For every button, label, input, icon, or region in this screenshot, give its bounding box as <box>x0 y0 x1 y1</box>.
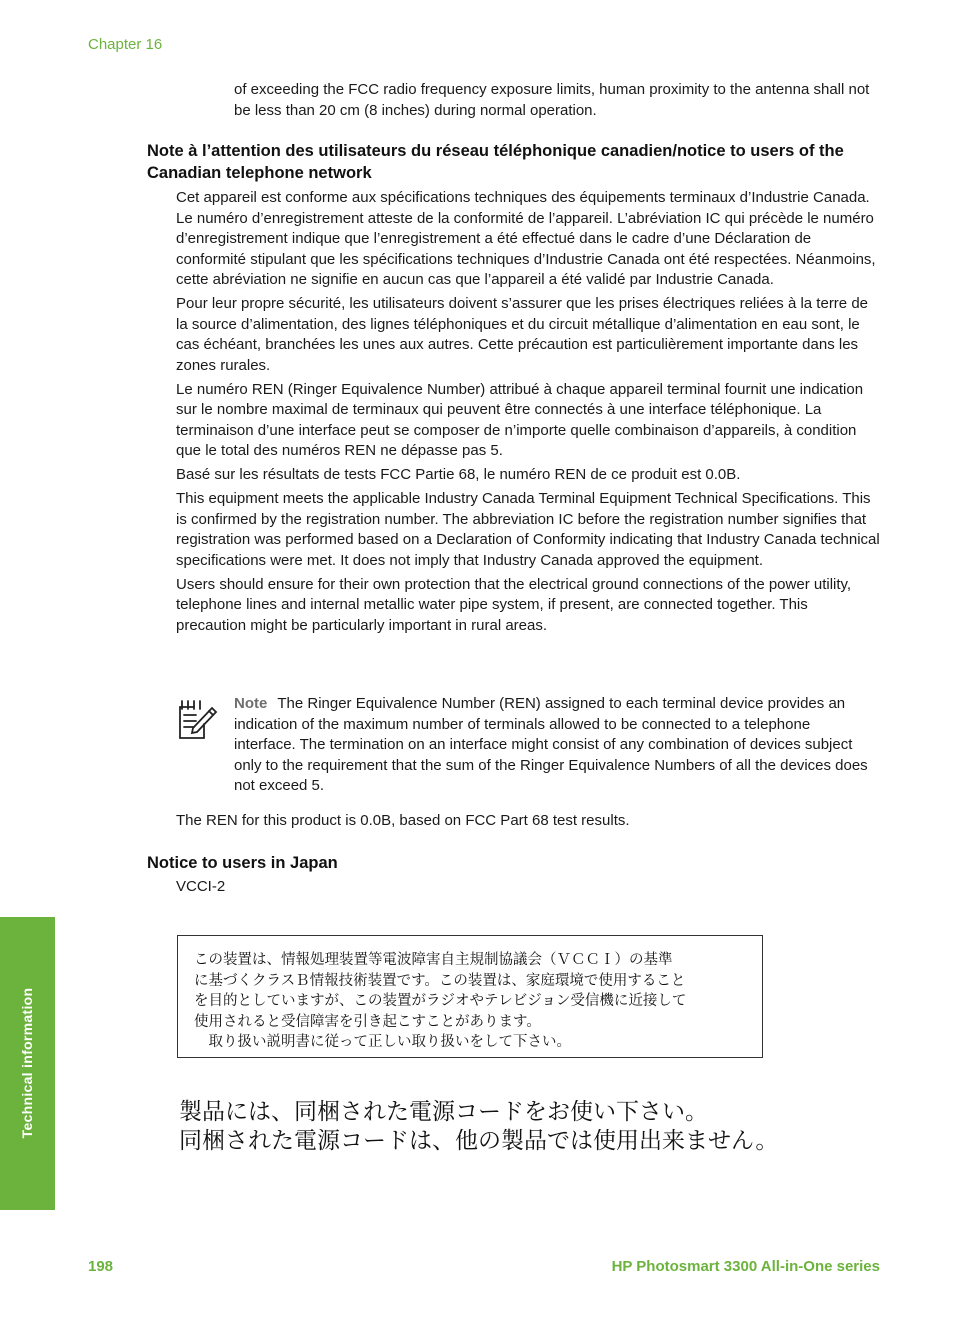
chapter-header: Chapter 16 <box>88 36 163 53</box>
note-label: Note <box>234 695 268 712</box>
canada-body <box>176 188 881 640</box>
vcci-notice-box <box>177 935 763 1058</box>
power-cord-line: 同梱された電源コードは、他の製品では使用出来ません。 <box>179 1127 779 1153</box>
note-text-block <box>234 694 876 797</box>
side-tab-label: Technical information <box>19 987 35 1139</box>
intro-paragraph: of exceeding the FCC radio frequency exposure limits, human proximity to the antenna shall not be less than 20 cm (8 inches) during normal operation. <box>234 81 870 119</box>
japan-heading: Notice to users in Japan <box>147 854 338 872</box>
page-number: 198 <box>88 1258 114 1275</box>
power-cord-line: 製品には、同梱された電源コードをお使い下さい。 <box>179 1098 708 1124</box>
paragraph: Basé sur les résultats de tests FCC Partie 68, le numéro REN de ce produit est 0.0B. <box>176 466 741 483</box>
vcci-line: 取り扱い説明書に従って正しい取り扱いをして下さい。 <box>194 1034 571 1050</box>
paragraph: Cet appareil est conforme aux spécifications techniques des équipements terminaux d’Industrie Canada. Le numéro d’enregistrement atteste de la conformité de l’appareil. L’abréviation IC qui précède le numéro d’enregistrement indique que l’enregistrement a été effectué dans le cadre d’une Déclaration de conformité stipulant que les spécifications techniques d’Industrie Canada ont été respectées. Néanmoins, cette abréviation ne signifie en aucun cas que l’appareil a été validé par Industrie Canada. <box>176 189 876 288</box>
note-pad-icon <box>176 698 218 742</box>
vcci-line: を目的としていますが、この装置がラジオやテレビジョン受信機に近接して <box>194 993 687 1009</box>
vcci-line: この装置は、情報処理装置等電波障害自主規制協議会（ＶＣＣＩ）の基準 <box>194 952 673 968</box>
vcci-line: に基づくクラスＢ情報技術装置です。この装置は、家庭環境で使用すること <box>194 972 686 989</box>
vcci-line: 使用されると受信障害を引き起こすことがあります。 <box>194 1013 541 1030</box>
paragraph: Le numéro REN (Ringer Equivalence Number) attribué à chaque appareil terminal fournit une indication sur le nombre maximal de terminaux qui peuvent être connectés à une interface téléphonique. La terminaison d’une interface peut se composer de n’importe quelle combinaison d’appareils, à condition que le total des numéros REN ne dépasse pas 5. <box>176 380 864 459</box>
paragraph: Users should ensure for their own protection that the electrical ground connections of the power utility, telephone lines and internal metallic water pipe system, if present, are connected together. This precaution might be particularly important in rural areas. <box>176 575 852 634</box>
footer-product-title: HP Photosmart 3300 All-in-One series <box>611 1258 880 1275</box>
canada-heading: Note à l’attention des utilisateurs du réseau téléphonique canadien/notice to users of the Canadian telephone network <box>147 142 844 182</box>
note-body: The Ringer Equivalence Number (REN) assigned to each terminal device provides an indication of the maximum number of terminals allowed to be connected to a telephone interface. The termination on an interface might consist of any combination of devices subject only to the requirement that the sum of the Ringer Equivalence Numbers of all the devices does not exceed 5. <box>234 695 868 794</box>
power-cord-notice <box>179 1097 778 1155</box>
paragraph: This equipment meets the applicable Industry Canada Terminal Equipment Technical Specifications. This is confirmed by the registration number. The abbreviation IC before the registration number signifies that registration was performed based on a Declaration of Conformity indicating that Industry Canada technical specifications were met. It does not imply that Industry Canada approved the equipment. <box>176 490 880 569</box>
paragraph: Pour leur propre sécurité, les utilisateurs doivent s’assurer que les prises électriques reliées à la terre de la source d’alimentation, des lignes téléphoniques et du circuit métallique d’alimentation en eau sont, le cas échéant, branchées les unes aux autres. Cette précaution est particulièrement importante dans les zones rurales. <box>176 295 868 374</box>
vcci-code: VCCI-2 <box>176 878 226 895</box>
ren-result-text: The REN for this product is 0.0B, based on FCC Part 68 test results. <box>176 812 630 829</box>
